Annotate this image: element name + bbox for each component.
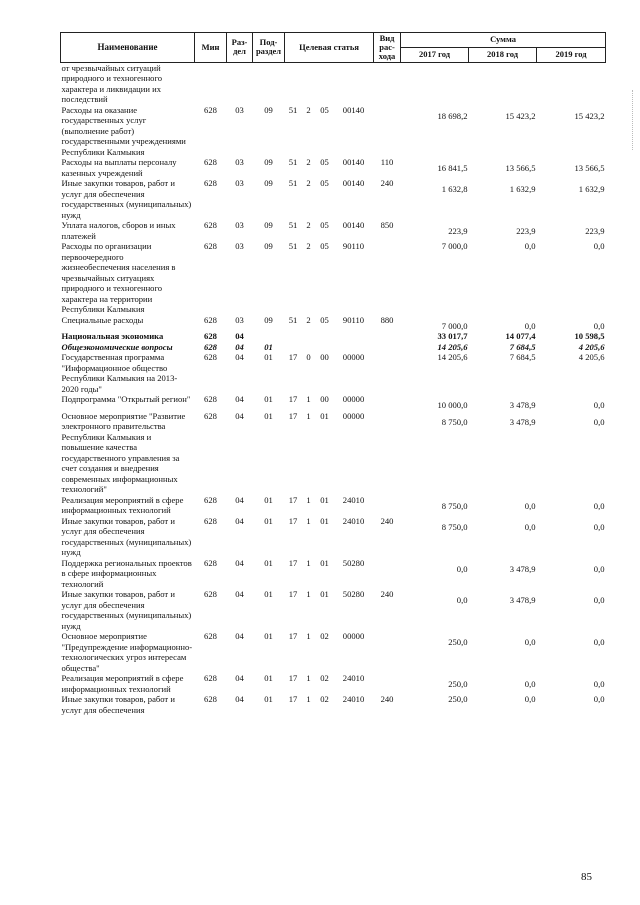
row-tsel-subprogram [302,62,316,105]
row-name: Расходы по организации первоочередного жизнеобеспечения населения в чрезвычайных ситуациях природного и техногенного характера на территории Республики Калмыкия [61,241,176,315]
row-name: Национальная экономика [61,331,164,342]
row-name: Поддержка региональных проектов в сфере информационных технологий [61,557,192,589]
row-tsel-event: 01 [320,410,329,421]
row-vid-rashoda: 240 [380,515,394,526]
row-tsel-direction: 00000 [342,394,365,405]
row-tsel-program: 17 [288,673,298,684]
row-razdel: 04 [235,352,244,363]
page-number: 85 [581,871,592,883]
row-podrazdel: 09 [264,241,273,252]
row-tsel-program: 17 [288,352,298,363]
row-sum-2017: 223,9 [448,226,468,237]
row-sum-2019: 4 205,6 [578,352,605,363]
row-razdel: 04 [235,631,244,642]
row-vid-rashoda: 850 [380,220,394,231]
row-tsel-program: 51 [288,157,298,168]
row-podrazdel: 09 [264,157,273,168]
row-sum-2017: 7 000,0 [441,241,468,252]
row-sum-2019: 15 423,2 [574,110,605,121]
row-sum-2018: 14 077,4 [505,331,536,342]
row-sum-2017: 14 205,6 [437,352,468,363]
row-tsel-event: 01 [320,494,329,505]
row-sum-2017: 8 750,0 [441,500,468,511]
row-tsel-subprogram: 1 [306,589,311,600]
row-name: Реализация мероприятий в сфере информационных технологий [61,673,184,694]
row-tsel-direction: 00140 [342,178,365,189]
row-min [195,62,227,105]
row-podrazdel: 01 [264,515,273,526]
table-row [61,558,606,590]
row-sum-2018 [469,62,537,105]
row-tsel-event: 01 [320,557,329,568]
row-tsel-event: 05 [320,178,329,189]
header-tselevaya-statya: Целевая статья [285,33,374,63]
row-name: Уплата налогов, сборов и иных платежей [61,220,176,241]
row-vid-rashoda: 880 [380,314,394,325]
row-vid-rashoda [374,411,401,495]
row-sum-2017: 14 205,6 [437,341,468,352]
row-podrazdel [253,331,285,342]
table-row [61,331,606,342]
row-vid-rashoda [374,62,401,105]
row-tsel-event [316,331,334,342]
header-razdel: Раз- дел [227,33,253,63]
row-name: Общеэкономические вопросы [61,341,173,352]
row-tsel-subprogram: 2 [306,241,311,252]
row-tsel-subprogram: 2 [306,178,311,189]
row-tsel-event: 02 [320,673,329,684]
row-tsel-subprogram: 0 [306,352,311,363]
row-razdel: 03 [235,314,244,325]
row-podrazdel: 01 [264,410,273,421]
row-sum-2017: 250,0 [448,679,468,690]
row-sum-2019: 0,0 [593,595,605,606]
header-min: Мин [195,33,227,63]
row-razdel: 04 [235,494,244,505]
row-tsel-event: 05 [320,241,329,252]
row-vid-rashoda [374,558,401,590]
table-row [61,694,606,715]
row-min: 628 [204,589,217,600]
row-sum-2017: 0,0 [456,563,468,574]
row-sum-2019: 10 598,5 [574,331,605,342]
row-tsel-event [316,62,334,105]
row-sum-2017: 8 750,0 [441,521,468,532]
row-podrazdel: 09 [264,178,273,189]
row-sum-2019 [537,62,606,105]
row-razdel: 04 [235,515,244,526]
row-tsel-program [285,342,302,353]
table-row [61,157,606,178]
row-tsel-subprogram: 1 [306,631,311,642]
row-podrazdel: 01 [264,494,273,505]
row-sum-2018: 7 684,5 [509,341,536,352]
row-tsel-direction: 50280 [342,589,365,600]
row-tsel-direction: 24010 [342,673,365,684]
row-tsel-subprogram: 2 [306,314,311,325]
row-vid-rashoda [374,331,401,342]
row-min: 628 [204,631,217,642]
header-podrazdel: Под- раздел [253,33,285,63]
row-name: Основное мероприятие "Предупреждение информационно-технологических угроз интересам общества" [61,631,193,673]
row-podrazdel: 01 [264,341,273,352]
row-razdel: 04 [235,394,244,405]
row-name: от чрезвычайных ситуаций природного и техногенного характера и ликвидации их последствий [61,62,163,105]
row-vid-rashoda [374,342,401,353]
row-sum-2019: 0,0 [593,400,605,411]
row-tsel-direction: 24010 [342,494,365,505]
row-name: Подпрограмма "Открытый регион" [61,394,191,405]
row-tsel-event: 01 [320,589,329,600]
table-row [61,178,606,220]
row-tsel-event: 00 [320,394,329,405]
row-vid-rashoda: 240 [380,178,394,189]
row-sum-2019: 0,0 [593,320,605,331]
row-vid-rashoda [374,673,401,694]
row-vid-rashoda [374,105,401,158]
row-name: Расходы на оказание государственных услуг (выполнение работ) государственными учреждениями Республики Калмыкия [61,104,186,157]
row-tsel-program: 51 [288,314,298,325]
row-tsel-subprogram: 1 [306,515,311,526]
row-razdel: 03 [235,104,244,115]
row-min: 628 [204,557,217,568]
row-sum-2018: 1 632,9 [509,184,536,195]
row-tsel-direction: 90110 [342,314,365,325]
row-vid-rashoda: 240 [380,694,394,705]
table-row [61,495,606,516]
row-tsel-subprogram: 2 [306,104,311,115]
table-row [61,105,606,158]
row-razdel: 03 [235,178,244,189]
row-tsel-subprogram: 1 [306,494,311,505]
row-name: Иные закупки товаров, работ и услуг для обеспечения государственных (муниципальных) нужд [61,515,192,558]
row-name: Государственная программа "Информационное общество Республики Калмыкия на 2013-2020 годы" [61,352,178,394]
row-min: 628 [204,314,217,325]
row-razdel: 04 [235,410,244,421]
row-tsel-program: 17 [288,694,298,705]
row-sum-2019: 4 205,6 [578,341,605,352]
row-tsel-direction: 90110 [342,241,365,252]
row-sum-2018: 0,0 [524,637,536,648]
table-row [61,62,606,105]
row-min: 628 [204,515,217,526]
row-sum-2018: 0,0 [524,521,536,532]
row-vid-rashoda [374,352,401,394]
row-sum-2019: 0,0 [593,241,605,252]
row-min: 628 [204,673,217,684]
row-tsel-program: 17 [288,589,298,600]
row-razdel: 03 [235,220,244,231]
row-tsel-direction: 00140 [342,157,365,168]
row-name: Специальные расходы [61,314,144,325]
row-tsel-direction: 00140 [342,104,365,115]
row-vid-rashoda [374,631,401,673]
row-name: Иные закупки товаров, работ и услуг для обеспечения [61,694,175,715]
table-row [61,589,606,631]
row-tsel-program [285,331,302,342]
row-sum-2018: 0,0 [524,500,536,511]
row-tsel-program: 17 [288,557,298,568]
row-sum-2018: 7 684,5 [509,352,536,363]
row-podrazdel: 01 [264,352,273,363]
row-tsel-program [285,62,302,105]
table-row [61,631,606,673]
row-sum-2019: 0,0 [593,679,605,690]
row-tsel-subprogram [302,342,316,353]
row-podrazdel: 09 [264,220,273,231]
row-podrazdel: 01 [264,694,273,705]
row-tsel-program: 51 [288,241,298,252]
row-tsel-event: 05 [320,157,329,168]
table-row [61,352,606,394]
row-tsel-event: 05 [320,314,329,325]
row-sum-2018: 3 478,9 [509,595,536,606]
row-min: 628 [204,341,217,352]
row-tsel-direction: 00000 [342,631,365,642]
table-row [61,673,606,694]
margin-mark [632,90,634,150]
row-tsel-direction [334,331,374,342]
row-tsel-subprogram: 2 [306,157,311,168]
table-row [61,315,606,332]
row-min: 628 [204,220,217,231]
row-vid-rashoda [374,241,401,315]
header-year-2018: 2018 год [469,47,537,62]
row-vid-rashoda: 240 [380,589,394,600]
row-tsel-program: 17 [288,515,298,526]
row-tsel-subprogram: 1 [306,694,311,705]
row-sum-2019: 1 632,9 [578,184,605,195]
row-sum-2017: 16 841,5 [437,163,468,174]
row-sum-2019: 0,0 [593,563,605,574]
header-name: Наименование [61,33,195,63]
row-podrazdel: 01 [264,673,273,684]
row-tsel-direction [334,342,374,353]
row-min: 628 [204,394,217,405]
row-name: Реализация мероприятий в сфере информационных технологий [61,494,184,516]
row-tsel-subprogram: 1 [306,557,311,568]
row-tsel-event: 00 [320,352,329,363]
row-tsel-direction: 00140 [342,220,365,231]
row-vid-rashoda [374,495,401,516]
row-sum-2019: 0,0 [593,694,605,705]
row-tsel-program: 17 [288,410,298,421]
row-podrazdel: 09 [264,314,273,325]
row-sum-2018: 0,0 [524,694,536,705]
row-tsel-direction: 24010 [342,694,365,705]
table-row [61,516,606,558]
row-tsel-subprogram [302,331,316,342]
row-min: 628 [204,352,217,363]
row-razdel: 04 [235,694,244,705]
row-min: 628 [204,241,217,252]
row-tsel-program: 17 [288,394,298,405]
row-min: 628 [204,331,217,342]
row-sum-2017: 8 750,0 [441,416,468,427]
row-sum-2018: 3 478,9 [509,563,536,574]
row-sum-2017: 18 698,2 [437,110,468,121]
row-tsel-direction: 50280 [342,557,365,568]
row-razdel: 03 [235,241,244,252]
row-min: 628 [204,410,217,421]
row-podrazdel: 01 [264,631,273,642]
row-razdel: 04 [235,589,244,600]
row-min: 628 [204,104,217,115]
row-podrazdel [253,62,285,105]
table-row [61,411,606,495]
header-year-2017: 2017 год [401,47,469,62]
row-vid-rashoda: 110 [380,157,394,168]
row-sum-2017: 1 632,8 [441,184,468,195]
row-sum-2018: 15 423,2 [505,110,536,121]
row-tsel-direction: 00000 [342,352,365,363]
row-name: Расходы на выплаты персоналу казенных учреждений [61,157,177,178]
row-podrazdel: 09 [264,104,273,115]
row-tsel-program: 51 [288,220,298,231]
row-name: Основное мероприятие "Развитие электронного правительства Республики Калмыкия и повышение качества государственного управления за счет создания и внедрения современных информационных технологий" [61,410,186,495]
row-tsel-subprogram: 1 [306,673,311,684]
header-year-2019: 2019 год [537,47,606,62]
row-sum-2019: 223,9 [585,226,605,237]
row-sum-2018: 3 478,9 [509,416,536,427]
row-sum-2018: 13 566,5 [505,163,536,174]
table-header [61,33,606,63]
row-sum-2018: 3 478,9 [509,400,536,411]
row-tsel-event: 05 [320,220,329,231]
row-tsel-direction: 00000 [342,410,365,421]
row-sum-2018: 0,0 [524,679,536,690]
row-sum-2017: 7 000,0 [441,320,468,331]
row-sum-2017: 250,0 [448,694,468,705]
row-tsel-subprogram: 2 [306,220,311,231]
row-min: 628 [204,157,217,168]
row-sum-2019: 0,0 [593,521,605,532]
row-vid-rashoda [374,394,401,411]
header-vid-rashoda: Вид рас- хода [374,33,401,63]
row-sum-2018: 223,9 [516,226,536,237]
row-tsel-event: 02 [320,631,329,642]
row-razdel: 04 [235,673,244,684]
row-sum-2017 [401,62,469,105]
row-sum-2017: 0,0 [456,595,468,606]
row-tsel-program: 51 [288,178,298,189]
row-tsel-subprogram: 1 [306,410,311,421]
table-row [61,342,606,353]
row-podrazdel: 01 [264,557,273,568]
row-tsel-event: 01 [320,515,329,526]
row-razdel: 04 [235,557,244,568]
row-razdel [227,62,253,105]
row-tsel-direction: 24010 [342,515,365,526]
row-sum-2017: 250,0 [448,637,468,648]
row-tsel-event: 05 [320,104,329,115]
header-summa: Сумма [401,33,606,48]
row-sum-2019: 13 566,5 [574,163,605,174]
row-sum-2019: 0,0 [593,416,605,427]
row-tsel-direction [334,62,374,105]
row-name: Иные закупки товаров, работ и услуг для обеспечения государственных (муниципальных) нужд [61,178,192,220]
table-row [61,220,606,241]
table-row [61,394,606,411]
row-sum-2017: 33 017,7 [437,331,468,342]
row-sum-2019: 0,0 [593,500,605,511]
row-tsel-program: 17 [288,494,298,505]
row-min: 628 [204,178,217,189]
row-podrazdel: 01 [264,589,273,600]
row-tsel-program: 51 [288,104,298,115]
row-sum-2017: 10 000,0 [437,400,468,411]
row-name: Иные закупки товаров, работ и услуг для обеспечения государственных (муниципальных) нужд [61,589,192,631]
table-row [61,241,606,315]
row-tsel-subprogram: 1 [306,394,311,405]
row-sum-2018: 0,0 [524,241,536,252]
row-podrazdel: 01 [264,394,273,405]
row-razdel: 04 [235,331,244,342]
row-tsel-event: 02 [320,694,329,705]
row-min: 628 [204,694,217,705]
budget-table [60,32,606,715]
row-razdel: 03 [235,157,244,168]
table-body [61,62,606,715]
row-min: 628 [204,494,217,505]
row-sum-2018: 0,0 [524,320,536,331]
row-tsel-event [316,342,334,353]
row-razdel: 04 [235,341,244,352]
row-sum-2019: 0,0 [593,637,605,648]
row-tsel-program: 17 [288,631,298,642]
